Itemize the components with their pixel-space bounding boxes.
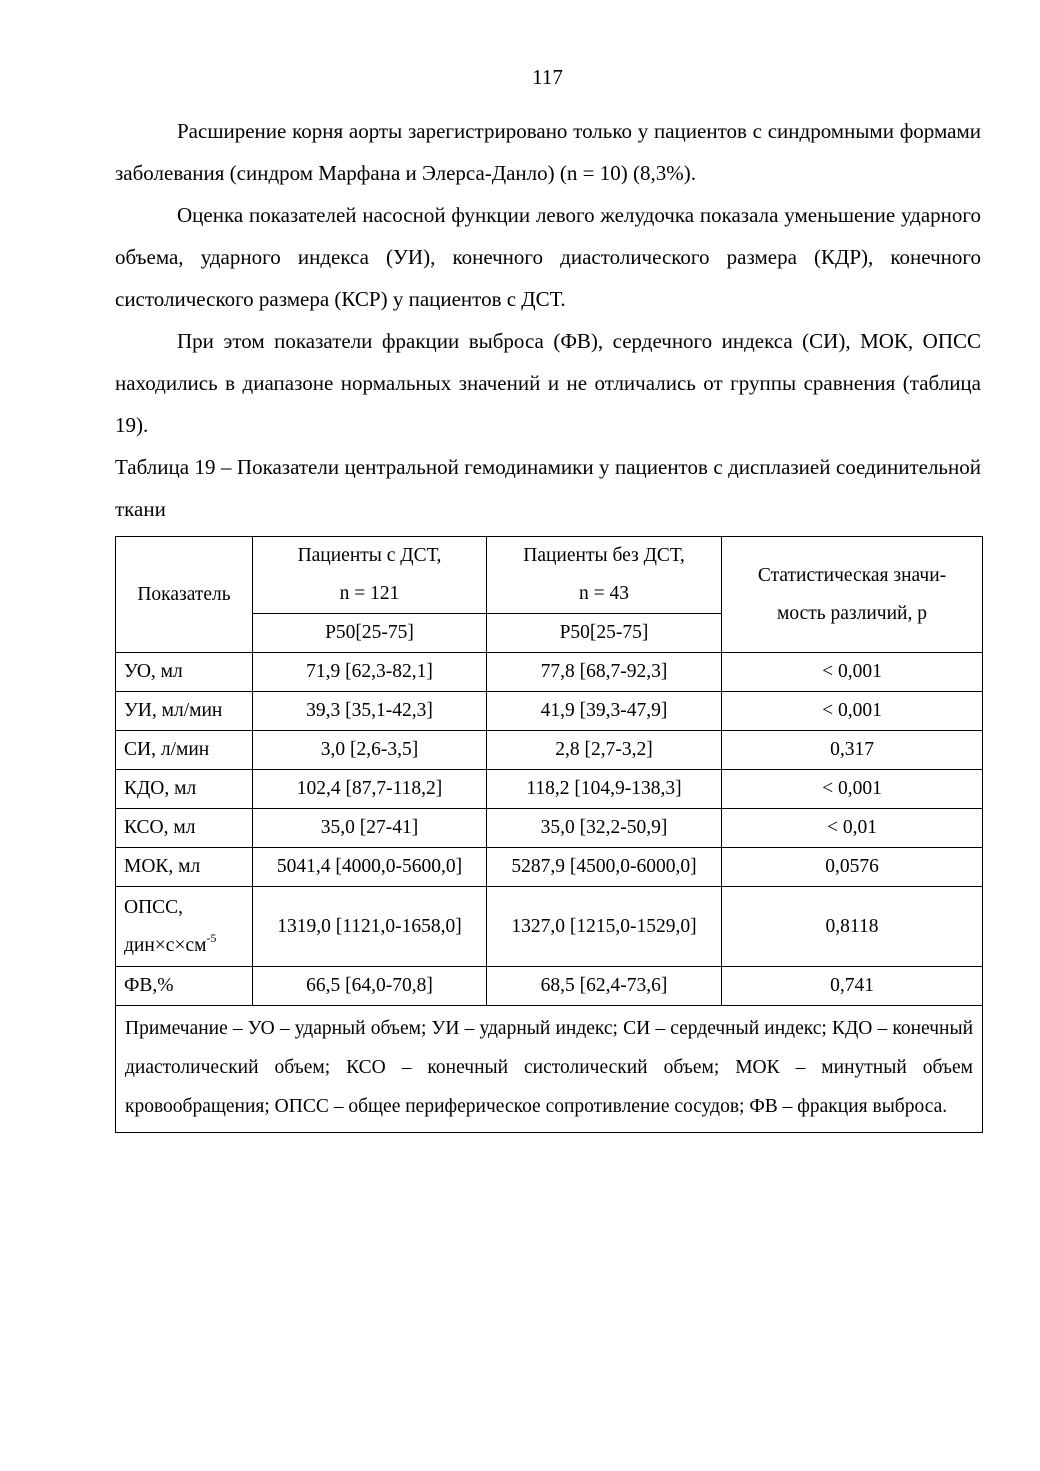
table-row: [116, 848, 983, 887]
row-label: УИ, мл/мин: [116, 692, 253, 731]
table-row: [116, 692, 983, 731]
table-row: [116, 967, 983, 1006]
cell-nodst: 1327,0 [1215,0-1529,0]: [487, 887, 722, 967]
row-label: КДО, мл: [116, 770, 253, 809]
header-patients-nodst-line1: Пациенты без ДСТ,: [523, 545, 685, 566]
header-significance-line2: мость различий, р: [777, 602, 927, 624]
row-label: УО, мл: [116, 653, 253, 692]
cell-p-value: < 0,001: [722, 692, 983, 731]
page-number: 117: [532, 65, 563, 89]
table-row: [116, 809, 983, 848]
header-patients-dst-line1: Пациенты с ДСТ,: [297, 545, 442, 566]
cell-dst: 102,4 [87,7-118,2]: [253, 770, 487, 809]
header-indicator: [116, 537, 253, 653]
cell-nodst: 41,9 [39,3-47,9]: [487, 692, 722, 731]
header-significance: [722, 537, 983, 653]
header-patients-nodst-line2: n = 43: [579, 583, 629, 604]
table-row: [116, 770, 983, 809]
table-caption: Таблица 19 – Показатели центральной гемодинамики у пациентов с дисплазией соединительной ткани: [115, 455, 981, 521]
cell-p-value: 0,741: [722, 967, 983, 1006]
cell-p-value: 0,317: [722, 731, 983, 770]
table-header-row: [116, 537, 983, 614]
cell-dst: 66,5 [64,0-70,8]: [253, 967, 487, 1006]
cell-p-value: < 0,001: [722, 653, 983, 692]
cell-p-value: < 0,01: [722, 809, 983, 848]
cell-nodst: 35,0 [32,2-50,9]: [487, 809, 722, 848]
paragraph-ejection-fraction: При этом показатели фракции выброса (ФВ), сердечного индекса (СИ), МОК, ОПСС находились в диапазоне нормальных значений и не отличались от группы сравнения (таблица 19).: [115, 329, 981, 437]
cell-dst: 5041,4 [4000,0-5600,0]: [253, 848, 487, 887]
cell-nodst: 68,5 [62,4-73,6]: [487, 967, 722, 1006]
header-significance-line1: Статистическая значи-: [757, 564, 947, 586]
cell-nodst: 118,2 [104,9-138,3]: [487, 770, 722, 809]
header-indicator-label: Показатель: [137, 583, 231, 605]
cell-dst: 1319,0 [1121,0-1658,0]: [253, 887, 487, 967]
row-label-opss-line1: ОПСС,: [124, 896, 184, 918]
row-label-opss-line2: [124, 927, 248, 965]
row-label: ФВ,%: [116, 967, 253, 1006]
table-note: Примечание – УО – ударный объем; УИ – ударный индекс; СИ – сердечный индекс; КДО – конечный диастолический объем; КСО – конечный систолический объем; МОК – минутный объем кровообращения; ОПСС – общее периферическое сопротивление сосудов; ФВ – фракция выброса.: [116, 1006, 983, 1133]
row-label: КСО, мл: [116, 809, 253, 848]
cell-dst: 3,0 [2,6-3,5]: [253, 731, 487, 770]
cell-p-value: 0,0576: [722, 848, 983, 887]
cell-dst: 71,9 [62,3-82,1]: [253, 653, 487, 692]
table-row: [116, 653, 983, 692]
cell-nodst: 5287,9 [4500,0-6000,0]: [487, 848, 722, 887]
row-label-opss-exponent: -5: [206, 930, 217, 945]
subheader-dst-percentile: P50[25-75]: [253, 614, 487, 653]
paragraph-lv-function: Оценка показателей насосной функции левого желудочка показала уменьшение ударного объема, ударного индекса (УИ), конечного диастолического размера (КДР), конечного систолического размера (КСР) у пациентов с ДСТ.: [115, 203, 981, 311]
header-patients-dst: [253, 537, 487, 614]
row-label: МОК, мл: [116, 848, 253, 887]
row-label-opss: [116, 887, 253, 967]
hemodynamics-table: [115, 536, 983, 1133]
cell-p-value: < 0,001: [722, 770, 983, 809]
table-row: [116, 731, 983, 770]
cell-dst: 35,0 [27-41]: [253, 809, 487, 848]
table-note-row: [116, 1006, 983, 1133]
cell-nodst: 2,8 [2,7-3,2]: [487, 731, 722, 770]
page-content: [115, 110, 981, 1133]
header-patients-nodst: [487, 537, 722, 614]
header-patients-dst-line2: n = 121: [339, 583, 400, 604]
paragraph-aortic-root: Расширение корня аорты зарегистрировано только у пациентов с синдромными формами заболевания (синдром Марфана и Элерса-Данло) (n = 10) (8,3%).: [115, 119, 981, 185]
table-row-opss: [116, 887, 983, 967]
row-label-opss-unit: дин×с×см: [124, 934, 207, 956]
cell-dst: 39,3 [35,1-42,3]: [253, 692, 487, 731]
cell-p-value: 0,8118: [722, 887, 983, 967]
row-label: СИ, л/мин: [116, 731, 253, 770]
cell-nodst: 77,8 [68,7-92,3]: [487, 653, 722, 692]
subheader-nodst-percentile: P50[25-75]: [487, 614, 722, 653]
